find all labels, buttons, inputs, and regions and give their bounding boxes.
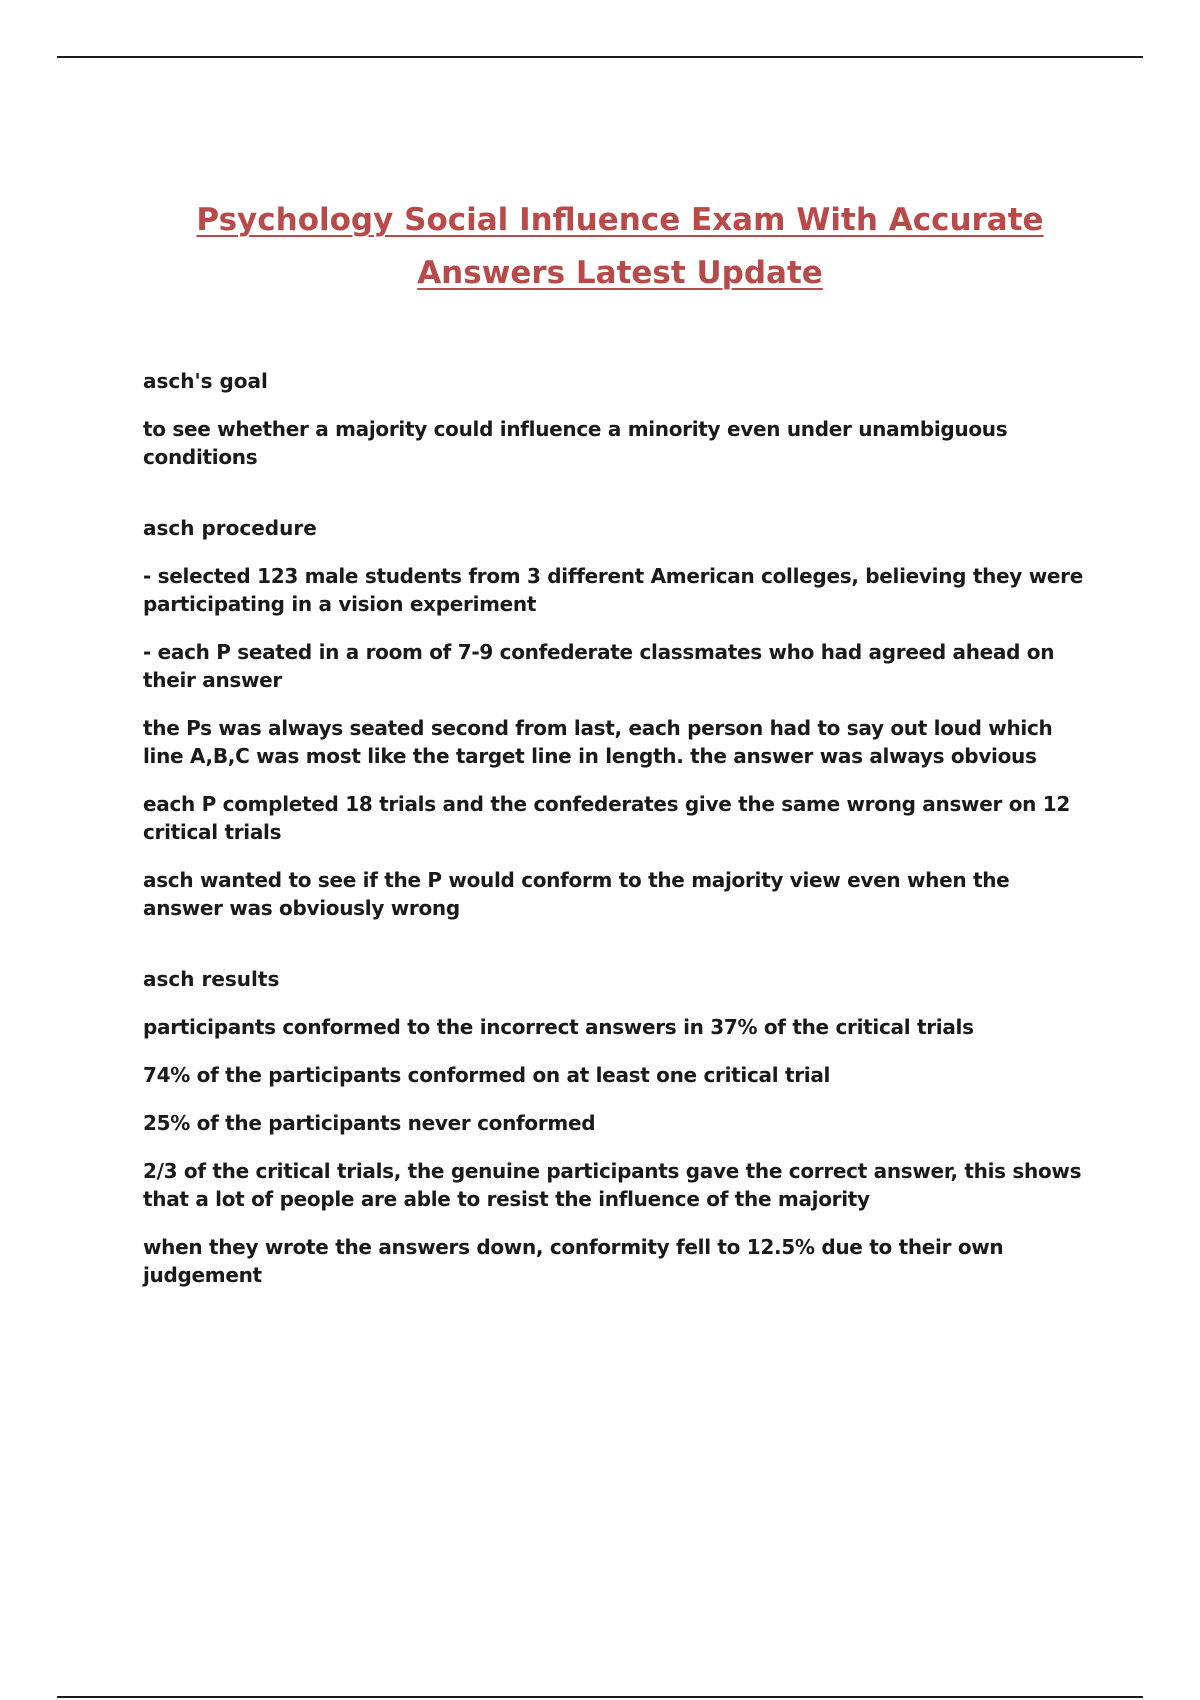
section-answer: participants conformed to the incorrect answers in 37% of the critical trials xyxy=(143,1015,974,1039)
section-answer: each P completed 18 trials and the confederates give the same wrong answer on 12 critical trials xyxy=(143,792,1070,844)
section-answer: 74% of the participants conformed on at least one critical trial xyxy=(143,1063,831,1087)
section-answer: to see whether a majority could influence a minority even under unambiguous conditions xyxy=(143,417,1008,469)
section-answer: 25% of the participants never conformed xyxy=(143,1111,596,1135)
section-answer: the Ps was always seated second from last, each person had to say out loud which line A,B,C was most like the target line in length. the answer was always obvious xyxy=(143,716,1053,768)
bottom-rule xyxy=(57,1696,1143,1698)
section-answer: 2/3 of the critical trials, the genuine participants gave the correct answer, this shows that a lot of people are able to resist the influence of the majority xyxy=(143,1159,1082,1211)
section-answer: - selected 123 male students from 3 different American colleges, believing they were participating in a vision experiment xyxy=(143,564,1083,616)
section-asch-results xyxy=(143,965,1093,1289)
section-term: asch procedure xyxy=(143,516,317,540)
section-asch-procedure xyxy=(143,514,1093,922)
section-term: asch results xyxy=(143,967,280,991)
section-aschs-goal xyxy=(143,367,1093,471)
section-term: asch's goal xyxy=(143,369,268,393)
top-rule xyxy=(57,56,1143,58)
section-answer: when they wrote the answers down, conformity fell to 12.5% due to their own judgement xyxy=(143,1235,1004,1287)
document-body xyxy=(143,367,1093,1289)
document-title: Psychology Social Influence Exam With Accurate Answers Latest Update xyxy=(196,202,1044,291)
section-answer: - each P seated in a room of 7-9 confederate classmates who had agreed ahead on their answer xyxy=(143,640,1055,692)
section-answer: asch wanted to see if the P would conform to the majority view even when the answer was obviously wrong xyxy=(143,868,1010,920)
